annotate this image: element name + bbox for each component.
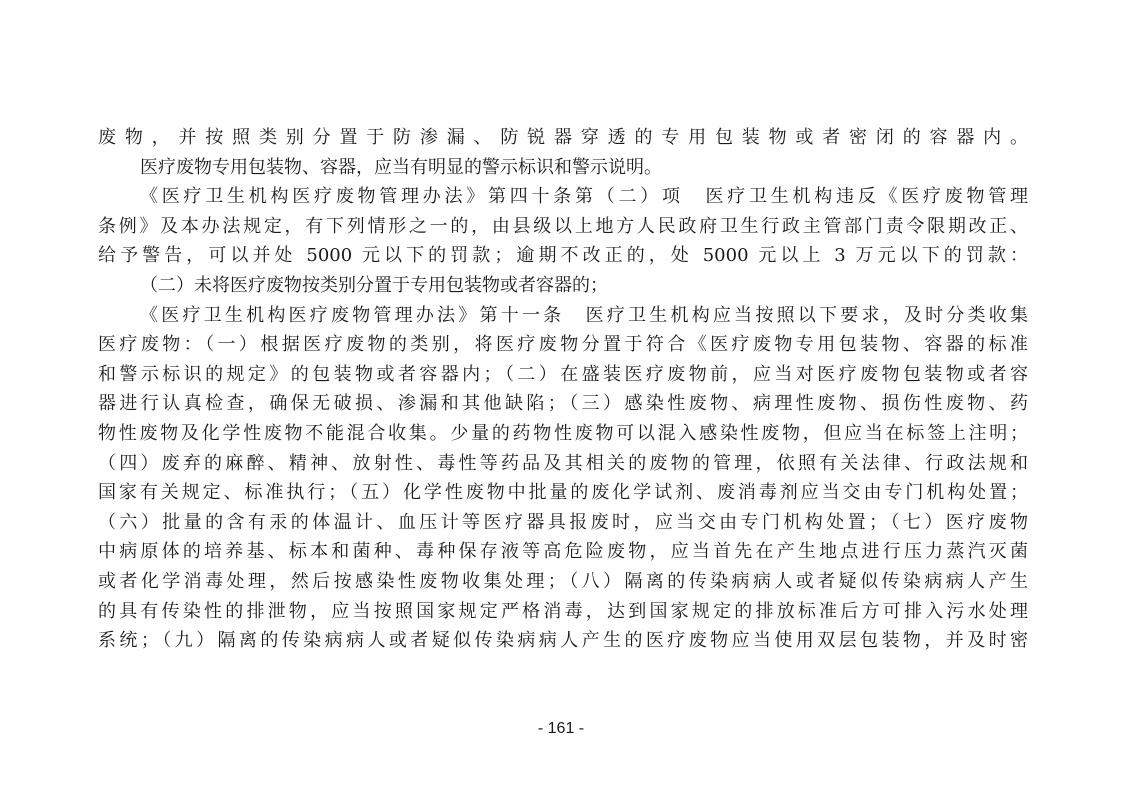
text-line: 医疗废物专用包装物、容器，应当有明显的警示标识和警示说明。	[140, 156, 662, 178]
text-line: （四）废弃的麻醉、精神、放射性、毒性等药品及其相关的废物的管理，依照有关法律、行政法规和	[98, 452, 1028, 474]
document-body	[98, 123, 1028, 656]
text-line: 物性废物及化学性废物不能混合收集。少量的药物性废物可以混入感染性废物，但应当在标签上注明；	[98, 422, 1028, 444]
text-line: 《医疗卫生机构医疗废物管理办法》第十一条 医疗卫生机构应当按照以下要求，及时分类收集	[140, 304, 1028, 326]
text-line: 的具有传染性的排泄物，应当按照国家规定严格消毒，达到国家规定的排放标准后方可排入污水处理	[98, 600, 1028, 622]
text-line: （六）批量的含有汞的体温计、血压计等医疗器具报废时，应当交由专门机构处置；（七）医疗废物	[98, 511, 1028, 533]
text-line: 国家有关规定、标准执行；（五）化学性废物中批量的废化学试剂、废消毒剂应当交由专门机构处置；	[98, 482, 1028, 504]
text-line: 条例》及本办法规定，有下列情形之一的，由县级以上地方人民政府卫生行政主管部门责令限期改正、	[98, 215, 1028, 237]
text-line: 医疗废物：（一）根据医疗废物的类别，将医疗废物分置于符合《医疗废物专用包装物、容器的标准	[98, 334, 1028, 356]
text-line: 或者化学消毒处理，然后按感染性废物收集处理；（八）隔离的传染病病人或者疑似传染病病人产生	[98, 570, 1028, 592]
text-line: 器进行认真检查，确保无破损、渗漏和其他缺陷；（三）感染性废物、病理性废物、损伤性废物、药	[98, 393, 1028, 415]
text-line: 给予警告，可以并处 5000 元以下的罚款；逾期不改正的，处 5000 元以上 3 万元以下的罚款：	[98, 245, 1028, 267]
text-line: 中病原体的培养基、标本和菌种、毒种保存液等高危险废物，应当首先在产生地点进行压力蒸汽灭菌	[98, 541, 1028, 563]
page-number: - 161 -	[537, 720, 585, 737]
text-line: 和警示标识的规定》的包装物或者容器内；（二）在盛装医疗废物前，应当对医疗废物包装物或者容	[98, 363, 1028, 385]
text-line: （二）未将医疗废物按类别分置于专用包装物或者容器的；	[140, 274, 608, 296]
text-line: 《医疗卫生机构医疗废物管理办法》第四十条第（二）项 医疗卫生机构违反《医疗废物管理	[140, 186, 1028, 208]
text-line: 废物，并按照类别分置于防渗漏、防锐器穿透的专用包装物或者密闭的容器内。	[98, 127, 1028, 148]
text-line: 系统；（九）隔离的传染病病人或者疑似传染病病人产生的医疗废物应当使用双层包装物，并及时密	[98, 630, 1028, 652]
